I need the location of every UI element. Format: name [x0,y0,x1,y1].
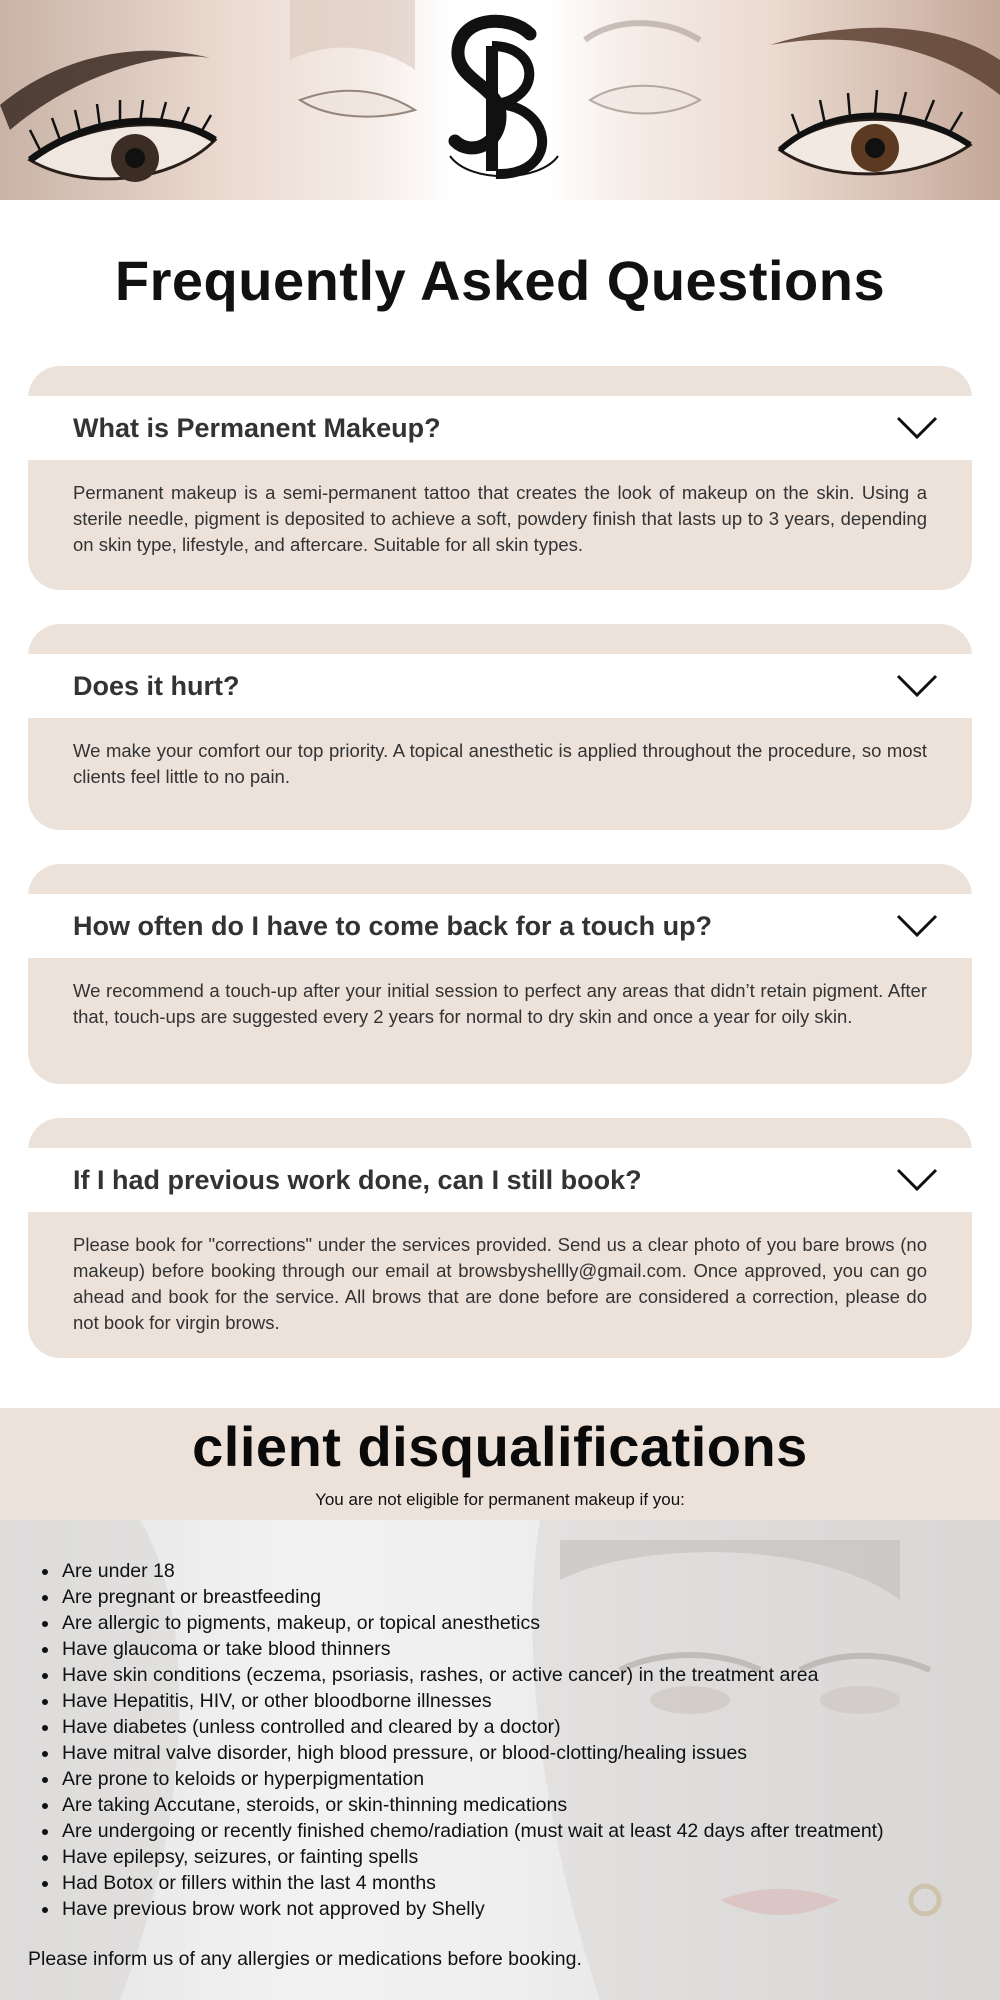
faq-question-toggle[interactable] [28,396,972,460]
disqualifications-header [0,1408,1000,1520]
faq-question-toggle[interactable] [28,894,972,958]
faq-question: How often do I have to come back for a touch up? [73,910,713,941]
list-item: • Are undergoing or recently finished chemo/radiation (must wait at least 42 days after treatment) [60,1818,1000,1844]
brand-logo-icon [430,6,570,186]
disqualification-list [30,1558,1000,1922]
hero-banner [0,0,1000,200]
allergy-note: Please inform us of any allergies or medications before booking. [28,1948,582,1970]
faq-answer: Permanent makeup is a semi-permanent tattoo that creates the look of makeup on the skin. Using a sterile needle, pigment is deposited to achieve a soft, powdery finish that lasts up to 3 years, depending on skin type, lifestyle, and aftercare. Suitable for all skin types. [73,482,927,555]
disqualifications-subtitle: You are not eligible for permanent makeup if you: [315,1490,685,1509]
faq-question: Does it hurt? [73,670,240,701]
faq-question-toggle[interactable] [28,1148,972,1212]
faq-question-toggle[interactable] [28,654,972,718]
list-item: • Are under 18 [60,1558,1000,1584]
left-eye-image [0,0,420,200]
faq-answer: We make your comfort our top priority. A topical anesthetic is applied throughout the procedure, so most clients feel little to no pain. [73,740,927,787]
list-item: • Have glaucoma or take blood thinners [60,1636,1000,1662]
chevron-down-icon[interactable] [896,1167,938,1193]
list-item: • Have epilepsy, seizures, or fainting spells [60,1844,1000,1870]
faq-item [28,864,972,1084]
right-eye-image [580,0,1000,200]
chevron-down-icon[interactable] [896,415,938,441]
page-title: Frequently Asked Questions [114,249,886,312]
chevron-down-icon[interactable] [896,673,938,699]
list-item: • Are allergic to pigments, makeup, or topical anesthetics [60,1610,1000,1636]
list-item: • Have mitral valve disorder, high blood pressure, or blood-clotting/healing issues [60,1740,1000,1766]
chevron-down-icon[interactable] [896,913,938,939]
faq-item [28,1118,972,1358]
list-item: • Had Botox or fillers within the last 4 months [60,1870,1000,1896]
faq-item [28,624,972,830]
faq-question: If I had previous work done, can I still book? [73,1164,642,1195]
faq-question: What is Permanent Makeup? [73,412,441,443]
faq-item [28,366,972,590]
faq-answer: Please book for "corrections" under the services provided. Send us a clear photo of you bare brows (no makeup) before booking through our email at browsbyshellly@gmail.com. Once approved, you can go ahead and book for the service. All brows that are done before are considered a correction, please do not book for virgin brows. [73,1234,927,1333]
list-item: • Are prone to keloids or hyperpigmentation [60,1766,1000,1792]
disqualifications-title: client disqualifications [192,1415,808,1478]
list-item: • Have previous brow work not approved by Shelly [60,1896,1000,1922]
list-item: • Are taking Accutane, steroids, or skin-thinning medications [60,1792,1000,1818]
list-item: • Have Hepatitis, HIV, or other bloodborne illnesses [60,1688,1000,1714]
list-item: • Are pregnant or breastfeeding [60,1584,1000,1610]
list-item: • Have skin conditions (eczema, psoriasis, rashes, or active cancer) in the treatment area [60,1662,1000,1688]
faq-answer: We recommend a touch-up after your initial session to perfect any areas that didn’t retain pigment. After that, touch-ups are suggested every 2 years for normal to dry skin and once a year for oily skin. [73,980,927,1027]
list-item: • Have diabetes (unless controlled and cleared by a doctor) [60,1714,1000,1740]
